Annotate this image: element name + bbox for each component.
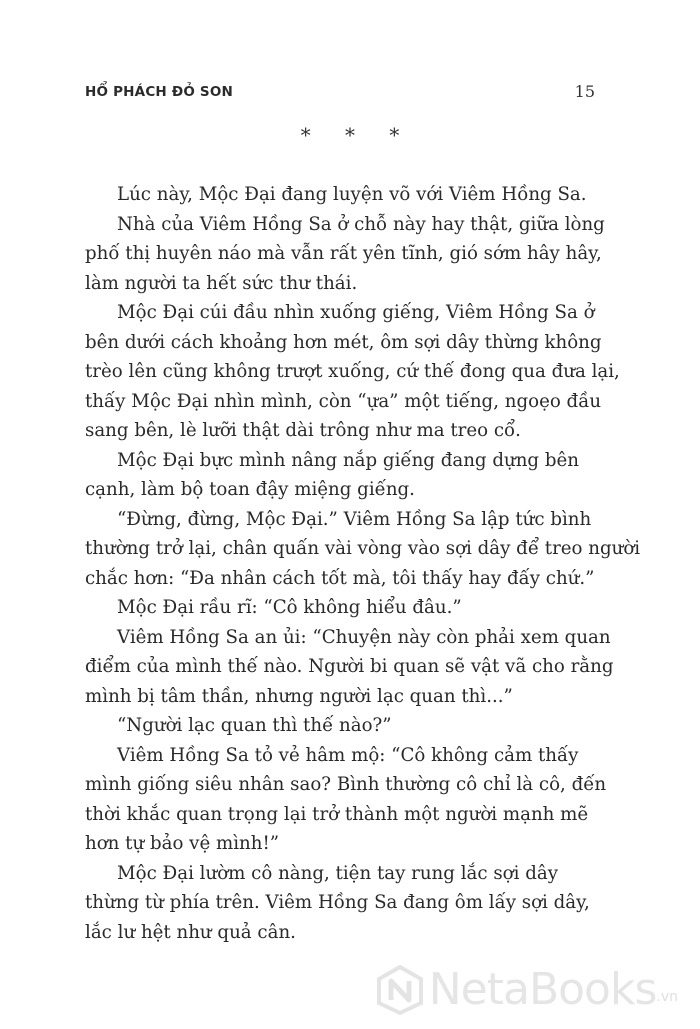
text-line: bên dưới cách khoảng hơn mét, ôm sợi dây thừng không bbox=[85, 331, 602, 353]
text-line: Mộc Đại bực mình nâng nắp giếng đang dựng bên bbox=[117, 449, 579, 471]
text-line: làm người ta hết sức thư thái. bbox=[85, 272, 358, 294]
section-separator: * * * bbox=[300, 123, 414, 147]
body-text bbox=[85, 180, 641, 947]
watermark-brand: NetaBooks bbox=[428, 964, 657, 1015]
text-line: Mộc Đại cúi đầu nhìn xuống giếng, Viêm Hồng Sa ở bbox=[117, 302, 595, 323]
page-number: 15 bbox=[574, 82, 595, 101]
paragraph bbox=[85, 446, 595, 505]
text-line: Lúc này, Mộc Đại đang luyện võ với Viêm Hồng Sa. bbox=[117, 184, 587, 205]
book-title-header: HỔ PHÁCH ĐỎ SON bbox=[85, 84, 234, 100]
paragraph bbox=[85, 180, 595, 210]
paragraph bbox=[85, 210, 605, 299]
text-line: Mộc Đại lườm cô nàng, tiện tay rung lắc sợi dây bbox=[117, 862, 558, 884]
text-line: “Đừng, đừng, Mộc Đại.” Viêm Hồng Sa lập tức bình bbox=[117, 508, 592, 530]
text-line: Viêm Hồng Sa tỏ vẻ hâm mộ: “Cô không cảm thấy bbox=[117, 744, 579, 766]
paragraph bbox=[85, 505, 641, 594]
text-line: “Người lạc quan thì thế nào?” bbox=[117, 715, 392, 736]
text-line: Viêm Hồng Sa an ủi: “Chuyện này còn phải xem quan bbox=[117, 626, 611, 648]
paragraph bbox=[85, 741, 607, 859]
text-line: mình bị tâm thần, nhưng người lạc quan thì...” bbox=[85, 685, 513, 707]
text-line: thời khắc quan trọng lại trở thành một người mạnh mẽ bbox=[85, 803, 589, 825]
paragraph bbox=[85, 859, 595, 948]
text-line: trèo lên cũng không trượt xuống, cứ thế đong qua đưa lại, bbox=[85, 361, 620, 382]
watermark bbox=[377, 964, 678, 1015]
paragraph bbox=[85, 623, 614, 712]
paragraph bbox=[85, 298, 620, 446]
text-line: thường trở lại, chân quấn vài vòng vào sợi dây để treo người bbox=[85, 538, 641, 559]
text-line: cạnh, làm bộ toan đậy miệng giếng. bbox=[85, 479, 415, 500]
netabooks-logo-icon bbox=[377, 965, 423, 1015]
paragraph bbox=[85, 593, 595, 623]
text-line: thấy Mộc Đại nhìn mình, còn “ựa” một tiếng, ngoẹo đầu bbox=[85, 390, 602, 412]
text-line: điểm của mình thế nào. Người bi quan sẽ vật vã cho rằng bbox=[85, 656, 614, 677]
text-line: lắc lư hệt như quả cân. bbox=[85, 921, 296, 943]
watermark-suffix: .vn bbox=[656, 989, 678, 1005]
text-line: thừng từ phía trên. Viêm Hồng Sa đang ôm lấy sợi dây, bbox=[85, 892, 590, 913]
text-line: mình giống siêu nhân sao? Bình thường cô chỉ là cô, đến bbox=[85, 774, 607, 795]
text-line: Mộc Đại rầu rĩ: “Cô không hiểu đâu.” bbox=[117, 597, 462, 618]
text-line: sang bên, lè lưỡi thật dài trông như ma treo cổ. bbox=[85, 420, 521, 441]
text-line: hơn tự bảo vệ mình!” bbox=[85, 833, 280, 854]
text-line: chắc hơn: “Đa nhân cách tốt mà, tôi thấy hay đấy chứ.” bbox=[85, 567, 595, 589]
text-line: phố thị huyên náo mà vẫn rất yên tĩnh, gió sớm hây hây, bbox=[85, 243, 602, 264]
text-line: Nhà của Viêm Hồng Sa ở chỗ này hay thật, giữa lòng bbox=[117, 213, 605, 235]
paragraph bbox=[85, 711, 595, 741]
